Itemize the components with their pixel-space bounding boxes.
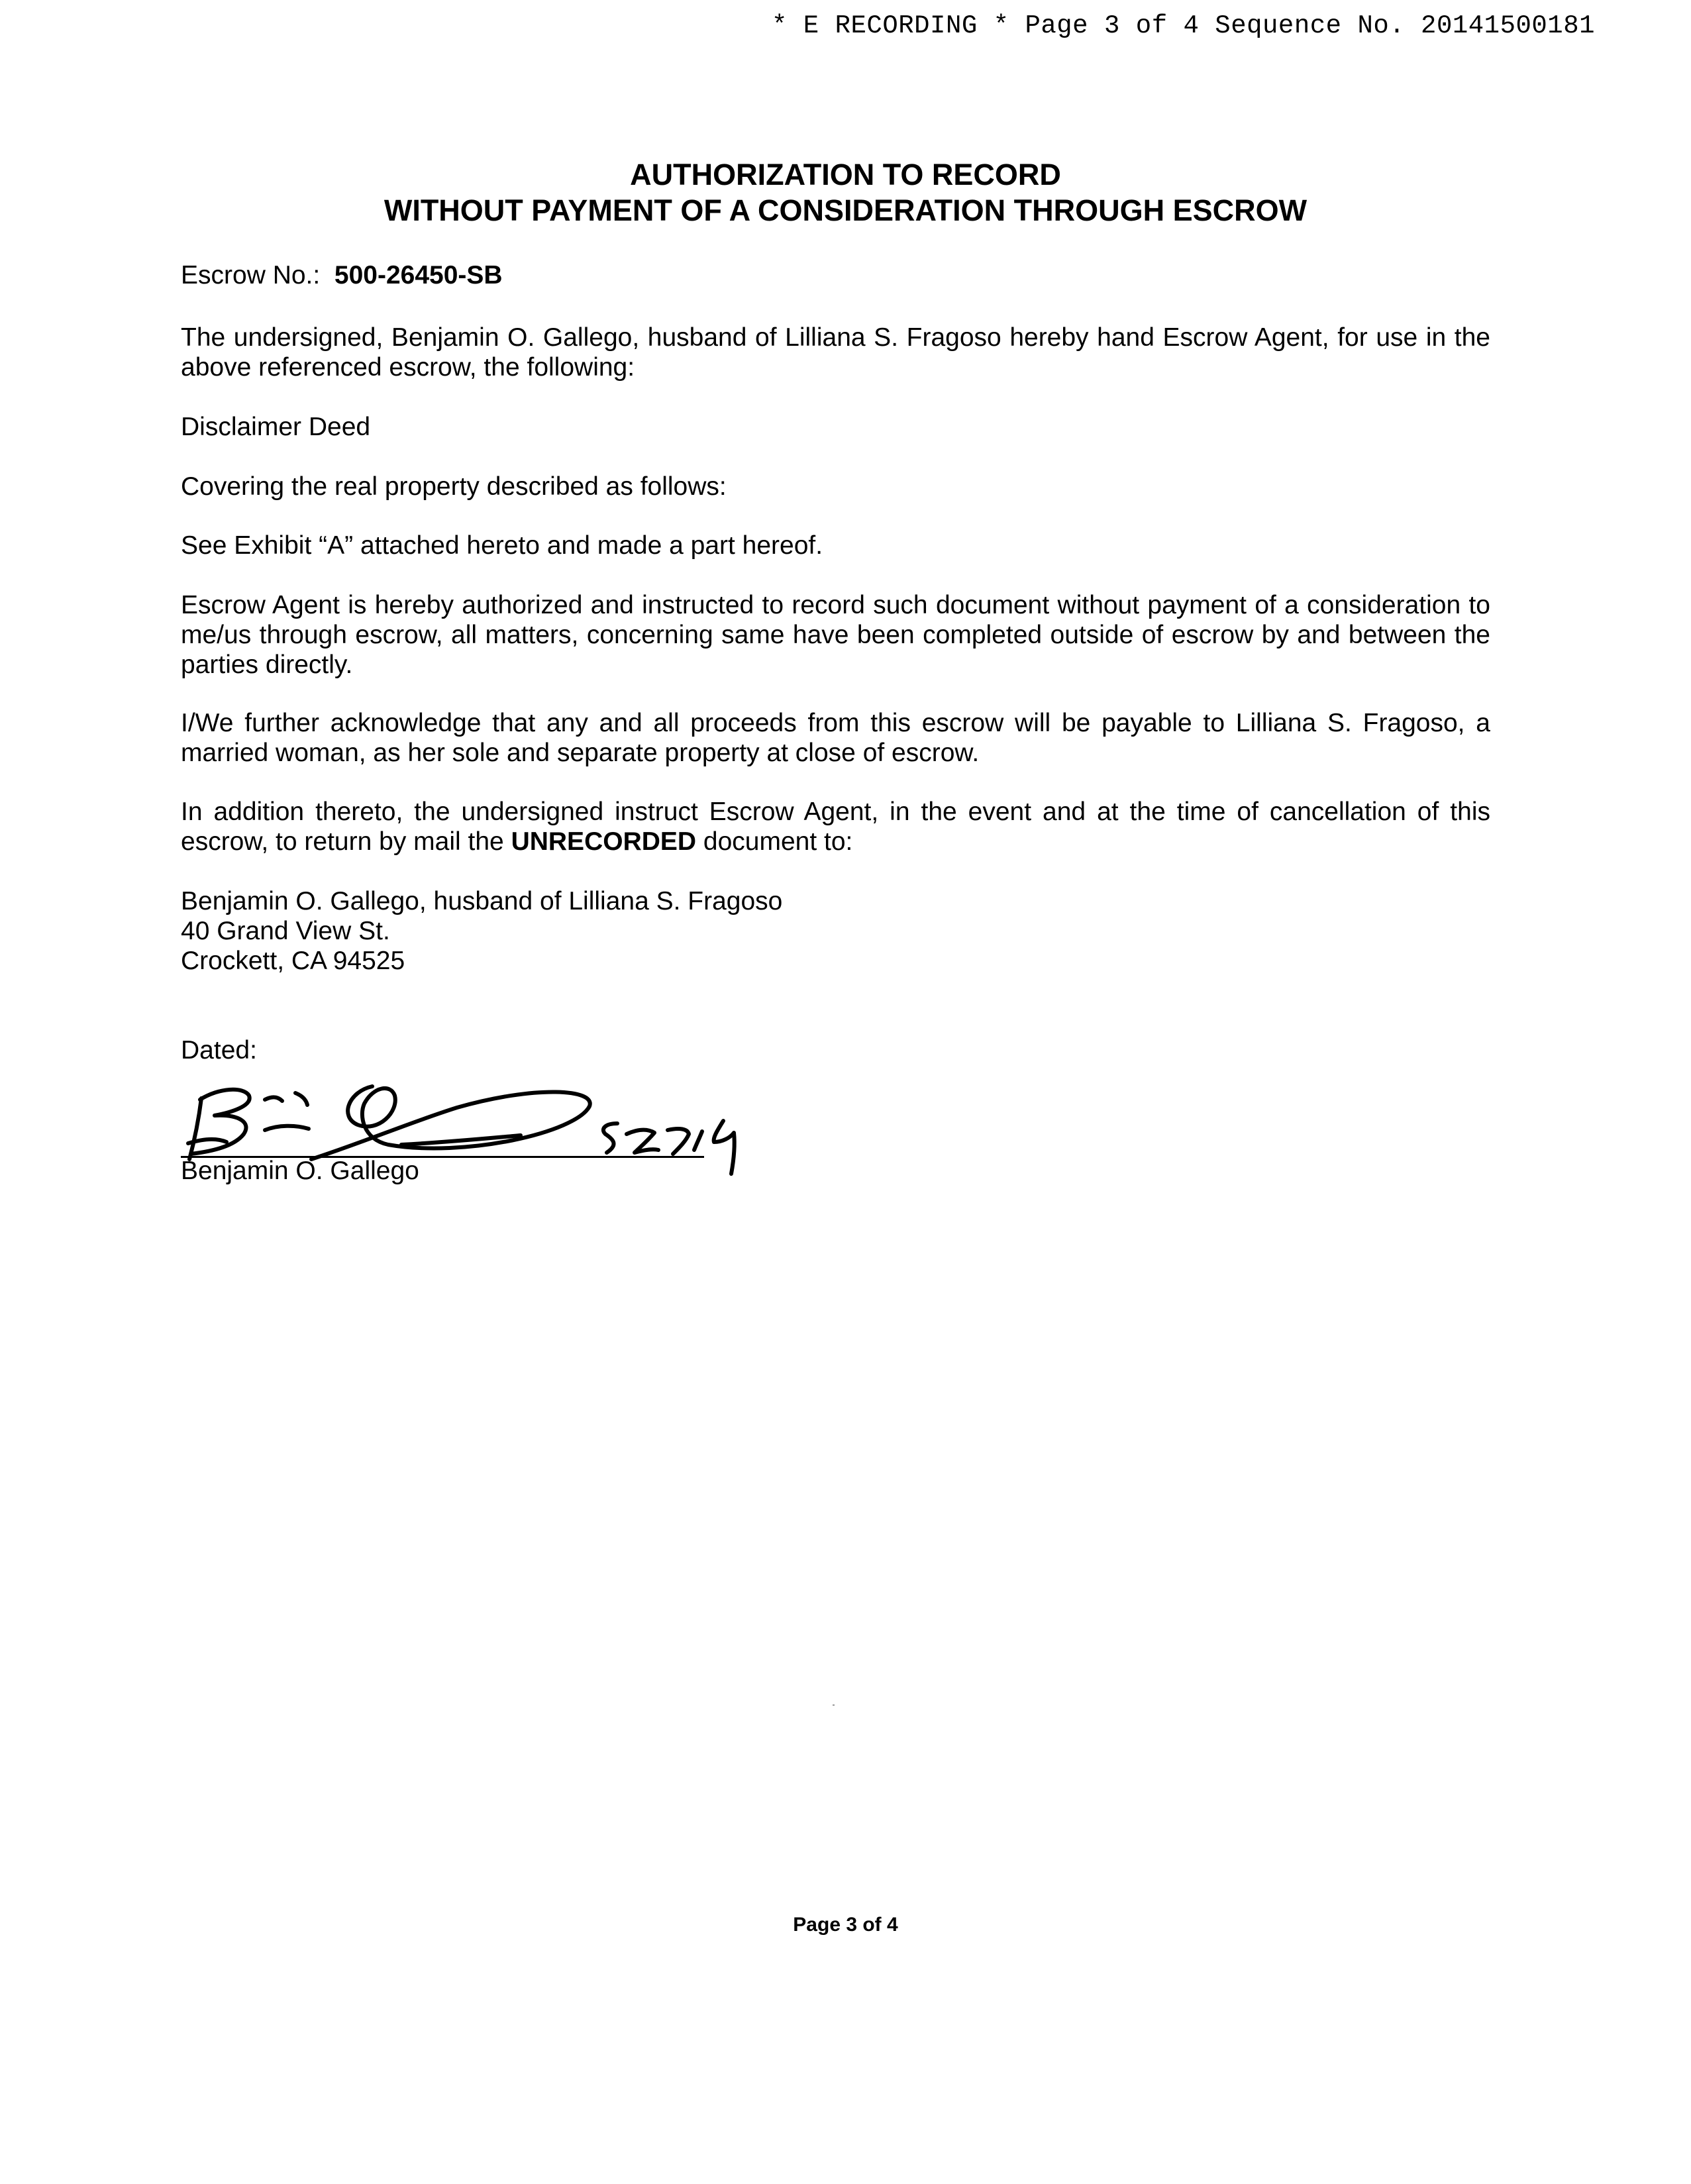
cancellation-text-end: document to:	[703, 827, 853, 856]
cancellation-text-start: In addition thereto, the undersigned instruct Escrow Agent, in the event and at the time of cancellation of this escrow, to return by mail the	[181, 798, 1490, 856]
escrow-number-value: 500-26450-SB	[334, 261, 503, 289]
handwritten-signature	[166, 1060, 782, 1212]
escrow-number-row	[181, 260, 503, 290]
page-footer: Page 3 of 4	[793, 1914, 898, 1936]
intro-paragraph: The undersigned, Benjamin O. Gallego, husband of Lilliana S. Fragoso hereby hand Escrow Agent, for use in the above referenced escrow, the following:	[181, 323, 1490, 382]
unrecorded-emphasis: UNRECORDED	[511, 827, 697, 856]
recording-stamp: * E RECORDING * Page 3 of 4 Sequence No. 20141500181	[772, 11, 1595, 40]
scan-speck	[833, 1704, 835, 1706]
document-title	[0, 157, 1691, 229]
signer-name: Benjamin O. Gallego	[181, 1157, 419, 1185]
document-type: Disclaimer Deed	[181, 413, 371, 441]
exhibit-paragraph: See Exhibit “A” attached hereto and made a part hereof.	[181, 531, 823, 560]
address-city: Crockett, CA 94525	[181, 947, 405, 975]
escrow-number-label: Escrow No.:	[181, 261, 321, 289]
cancellation-paragraph	[181, 797, 1490, 857]
authorization-paragraph: Escrow Agent is hereby authorized and instructed to record such document without payment of a consideration to me/us through escrow, all matters, concerning same have been completed outside of escrow by and between the parties directly.	[181, 591, 1490, 679]
acknowledge-paragraph: I/We further acknowledge that any and all proceeds from this escrow will be payable to Lilliana S. Fragoso, a married woman, as her sole and separate property at close of escrow.	[181, 709, 1490, 767]
title-line-1: AUTHORIZATION TO RECORD	[630, 158, 1061, 191]
title-line-2: WITHOUT PAYMENT OF A CONSIDERATION THROUGH ESCROW	[384, 193, 1307, 227]
address-street: 40 Grand View St.	[181, 917, 390, 945]
covering-paragraph: Covering the real property described as follows:	[181, 472, 727, 501]
address-name: Benjamin O. Gallego, husband of Lilliana S. Fragoso	[181, 887, 783, 915]
dated-label: Dated:	[181, 1036, 257, 1065]
